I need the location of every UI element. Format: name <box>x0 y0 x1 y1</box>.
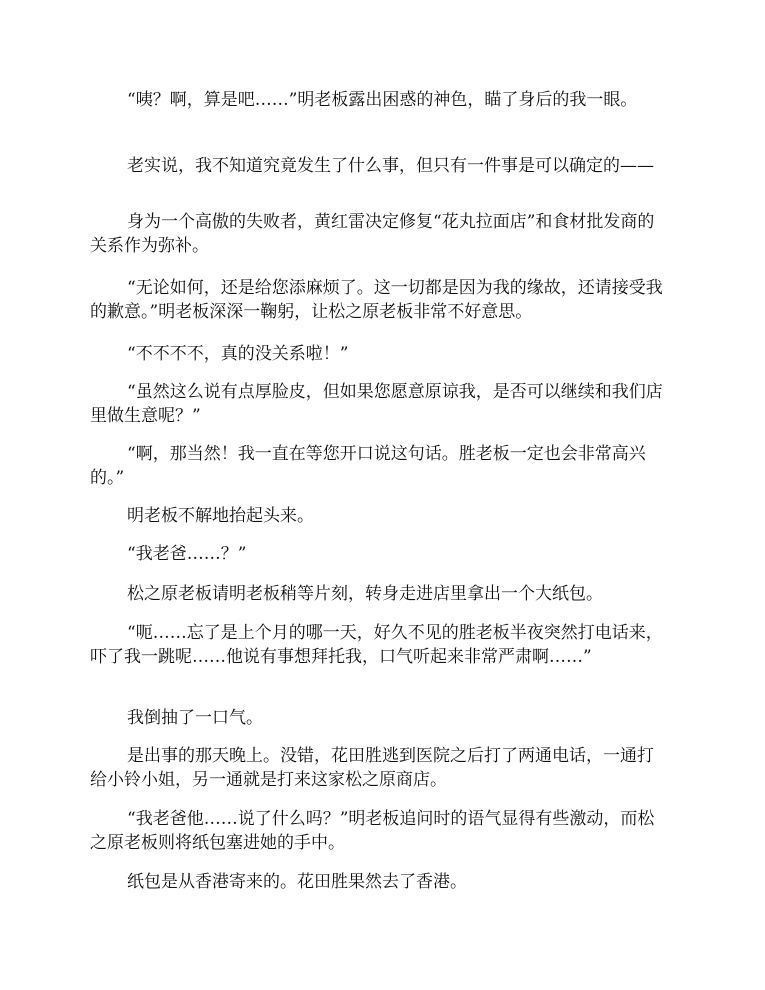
paragraph-5: “不不不不，真的没关系啦！” <box>127 344 349 364</box>
paragraph-7: “啊，那当然！我一直在等您开口说这句话。胜老板一定也会非常高兴的。” <box>90 444 646 488</box>
paragraph-10: 松之原老板请明老板稍等片刻，转身走进店里拿出一个大纸包。 <box>127 584 603 604</box>
paragraph-8: 明老板不解地抬起头来。 <box>127 506 314 526</box>
paragraph-14: “我老爸他……说了什么吗？”明老板追问时的语气显得有些激动，而松之原老板则将纸包塞进她的手中。 <box>90 809 655 853</box>
paragraph-6: “虽然这么说有点厚脸皮，但如果您愿意原谅我，是否可以继续和我们店里做生意呢？” <box>90 382 663 426</box>
paragraph-15: 纸包是从香港寄来的。花田胜果然去了香港。 <box>127 872 467 892</box>
paragraph-9: “我老爸……？” <box>127 544 247 564</box>
paragraph-12: 我倒抽了一口气。 <box>127 708 263 728</box>
paragraph-4: “无论如何，还是给您添麻烦了。这一切都是因为我的缘故，还请接受我的歉意。”明老板深深一鞠躬，让松之原老板非常不好意思。 <box>90 278 663 322</box>
paragraph-2: 老实说，我不知道究竟发生了什么事，但只有一件事是可以确定的—— <box>127 156 654 176</box>
paragraph-1: “咦？啊，算是吧……”明老板露出困惑的神色，瞄了身后的我一眼。 <box>127 90 638 110</box>
paragraph-11: “呃……忘了是上个月的哪一天，好久不见的胜老板半夜突然打电话来，吓了我一跳呢……他说有事想拜托我，口气听起来非常严肃啊……” <box>90 623 663 667</box>
paragraph-13: 是出事的那天晚上。没错，花田胜逃到医院之后打了两通电话，一通打给小铃小姐，另一通就是打来这家松之原商店。 <box>90 746 654 790</box>
paragraph-3: 身为一个高傲的失败者，黄红雷决定修复“花丸拉面店”和食材批发商的关系作为弥补。 <box>90 212 655 256</box>
